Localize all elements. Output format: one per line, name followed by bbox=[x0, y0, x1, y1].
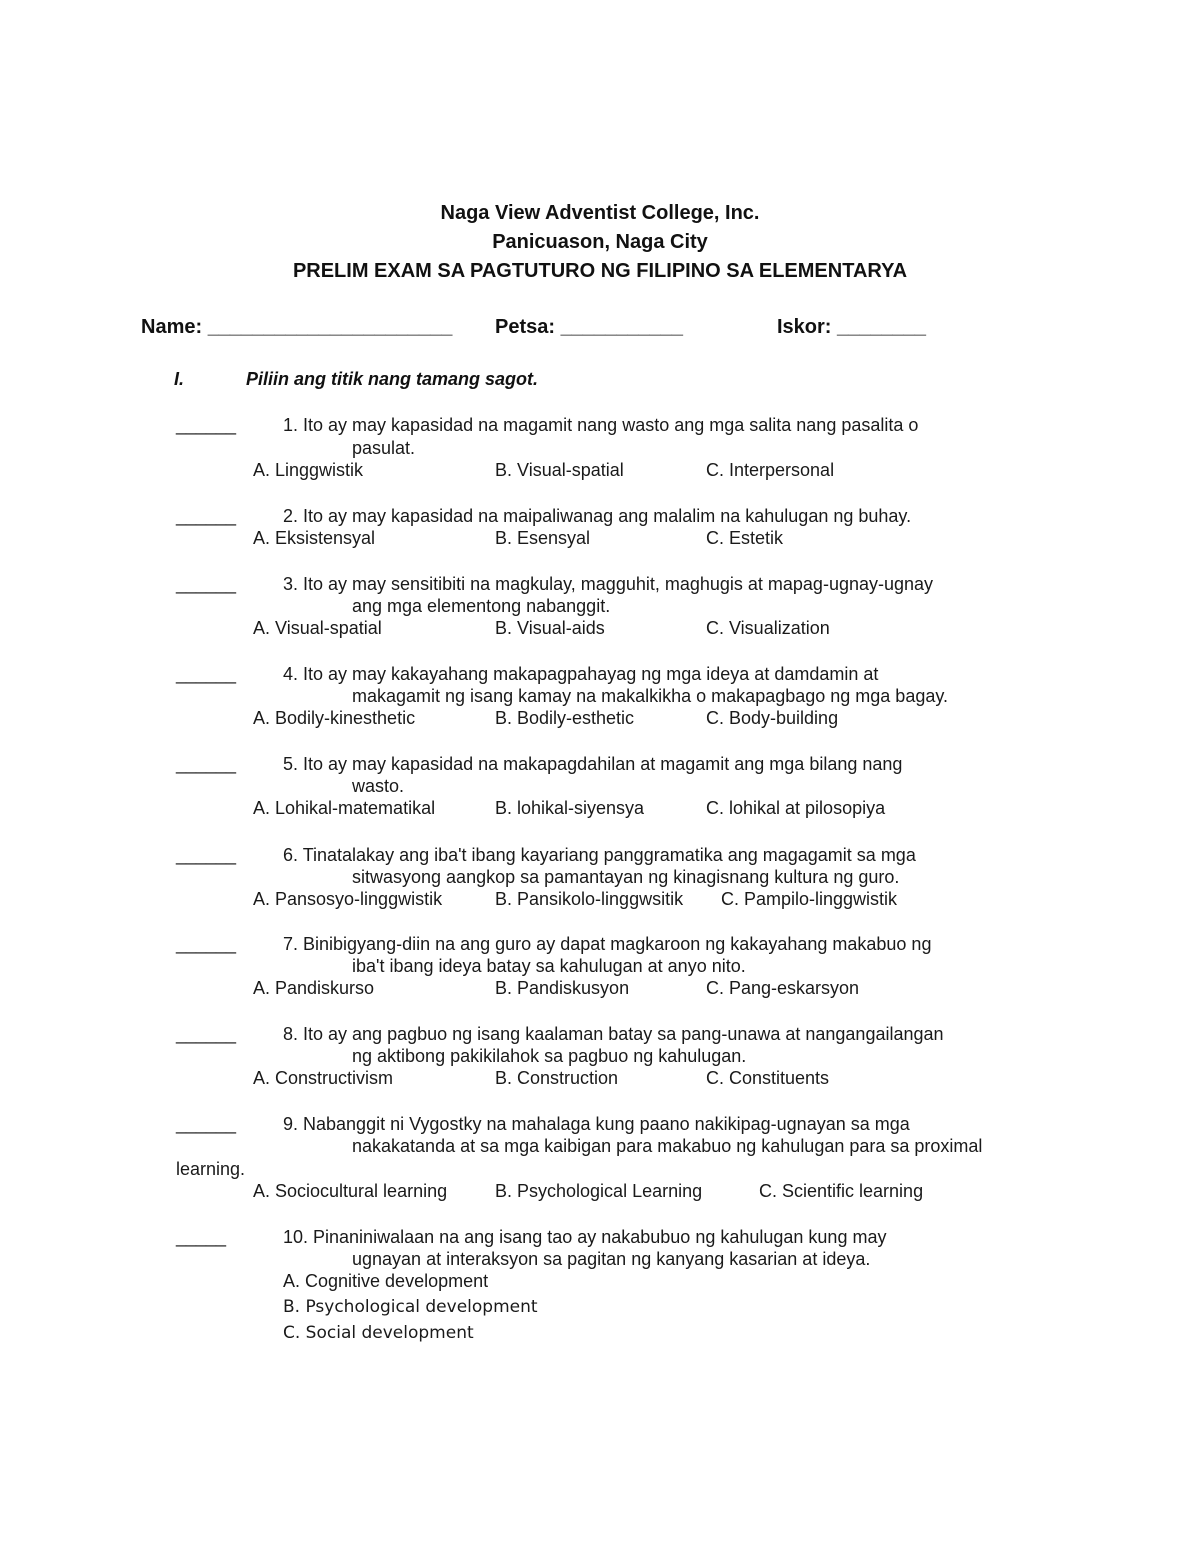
answer-blank: ______ bbox=[176, 754, 237, 774]
option-b: B. Visual-spatial bbox=[495, 460, 624, 480]
question-text: 3. Ito ay may sensitibiti na magkulay, magguhit, maghugis at mapag-ugnay-ugnay bbox=[283, 574, 934, 594]
question-text: 6. Tinatalakay ang iba't ibang kayariang panggramatika ang magagamit sa mga bbox=[283, 845, 916, 865]
answer-blank: ______ bbox=[176, 1114, 237, 1134]
option-c: C. Constituents bbox=[706, 1068, 830, 1088]
answer-blank: ______ bbox=[176, 934, 237, 954]
answer-blank: ______ bbox=[176, 664, 237, 684]
option-a: A. Constructivism bbox=[253, 1068, 394, 1088]
option-c: C. Pang-eskarsyon bbox=[706, 978, 860, 998]
score-field: Iskor: ________ bbox=[777, 316, 927, 338]
question-text: 7. Binibigyang-diin na ang guro ay dapat magkaroon ng kakayahang makabuo ng bbox=[283, 934, 932, 954]
question-continuation: makagamit ng isang kamay na makalkikha o makapagbago ng mga bagay. bbox=[352, 686, 949, 706]
option-b: B. lohikal-siyensya bbox=[495, 798, 645, 818]
question-continuation: sitwasyong aangkop sa pamantayan ng kinagisnang kultura ng guro. bbox=[352, 867, 900, 887]
question-continuation: ng aktibong pakikilahok sa pagbuo ng kahulugan. bbox=[352, 1046, 747, 1066]
question-continuation: ugnayan at interaksyon sa pagitan ng kanyang kasarian at ideya. bbox=[352, 1249, 871, 1269]
answer-blank: ______ bbox=[176, 415, 237, 435]
option-c: C. Estetik bbox=[706, 528, 784, 548]
option-b: B. Pansikolo-linggwsitik bbox=[495, 889, 684, 909]
option-b: B. Psychological Learning bbox=[495, 1181, 703, 1201]
answer-blank: ______ bbox=[176, 574, 237, 594]
option-b: B. Esensyal bbox=[495, 528, 591, 548]
exam-title: PRELIM EXAM SA PAGTUTURO NG FILIPINO SA ELEMENTARYA bbox=[292, 260, 908, 282]
option-c: C. Pampilo-linggwistik bbox=[721, 889, 898, 909]
option-c: C. Visualization bbox=[706, 618, 830, 638]
question-text: 8. Ito ay ang pagbuo ng isang kaalaman batay sa pang-unawa at nangangailangan bbox=[283, 1024, 944, 1044]
option-a: A. Eksistensyal bbox=[253, 528, 376, 548]
option-b: B. Pandiskusyon bbox=[495, 978, 630, 998]
option-c: C. Social development bbox=[283, 1323, 474, 1343]
option-a: A. Lohikal-matematikal bbox=[253, 798, 436, 818]
question-continuation: nakakatanda at sa mga kaibigan para makabuo ng kahulugan para sa proximal bbox=[352, 1136, 983, 1156]
question-text: 10. Pinaniniwalaan na ang isang tao ay nakabubuo ng kahulugan kung may bbox=[283, 1227, 887, 1247]
school-name: Naga View Adventist College, Inc. bbox=[440, 202, 760, 224]
option-b: B. Bodily-esthetic bbox=[495, 708, 635, 728]
option-c: C. Scientific learning bbox=[759, 1181, 924, 1201]
option-c: C. lohikal at pilosopiya bbox=[706, 798, 886, 818]
option-a: A. Bodily-kinesthetic bbox=[253, 708, 416, 728]
answer-blank: _____ bbox=[176, 1227, 227, 1247]
question-text: 2. Ito ay may kapasidad na maipaliwanag ang malalim na kahulugan ng buhay. bbox=[283, 506, 912, 526]
option-a: A. Linggwistik bbox=[253, 460, 364, 480]
answer-blank: ______ bbox=[176, 506, 237, 526]
option-b: B. Construction bbox=[495, 1068, 619, 1088]
option-c: C. Interpersonal bbox=[706, 460, 835, 480]
question-continuation: iba't ibang ideya batay sa kahulugan at anyo nito. bbox=[352, 956, 746, 976]
option-b: B. Psychological development bbox=[283, 1297, 538, 1317]
question-continuation-tail: learning. bbox=[176, 1159, 246, 1179]
name-field: Name: ______________________ bbox=[141, 316, 453, 338]
school-address: Panicuason, Naga City bbox=[492, 231, 708, 253]
answer-blank: ______ bbox=[176, 1024, 237, 1044]
section-number: I. bbox=[174, 369, 185, 389]
question-text: 5. Ito ay may kapasidad na makapagdahilan at magamit ang mga bilang nang bbox=[283, 754, 903, 774]
option-b: B. Visual-aids bbox=[495, 618, 605, 638]
date-field: Petsa: ___________ bbox=[495, 316, 683, 338]
question-continuation: wasto. bbox=[352, 776, 405, 796]
question-text: 9. Nabanggit ni Vygostky na mahalaga kung paano nakikipag-ugnayan sa mga bbox=[283, 1114, 910, 1134]
question-continuation: ang mga elementong nabanggit. bbox=[352, 596, 611, 616]
option-a: A. Sociocultural learning bbox=[253, 1181, 448, 1201]
option-a: A. Visual-spatial bbox=[253, 618, 382, 638]
question-text: 1. Ito ay may kapasidad na magamit nang wasto ang mga salita nang pasalita o bbox=[283, 415, 919, 435]
option-c: C. Body-building bbox=[706, 708, 839, 728]
option-a: A. Cognitive development bbox=[283, 1271, 489, 1291]
option-a: A. Pandiskurso bbox=[253, 978, 375, 998]
answer-blank: ______ bbox=[176, 845, 237, 865]
question-text: 4. Ito ay may kakayahang makapagpahayag ng mga ideya at damdamin at bbox=[283, 664, 879, 684]
question-continuation: pasulat. bbox=[352, 438, 416, 458]
section-instruction: Piliin ang titik nang tamang sagot. bbox=[246, 369, 539, 389]
option-a: A. Pansosyo-linggwistik bbox=[253, 889, 443, 909]
